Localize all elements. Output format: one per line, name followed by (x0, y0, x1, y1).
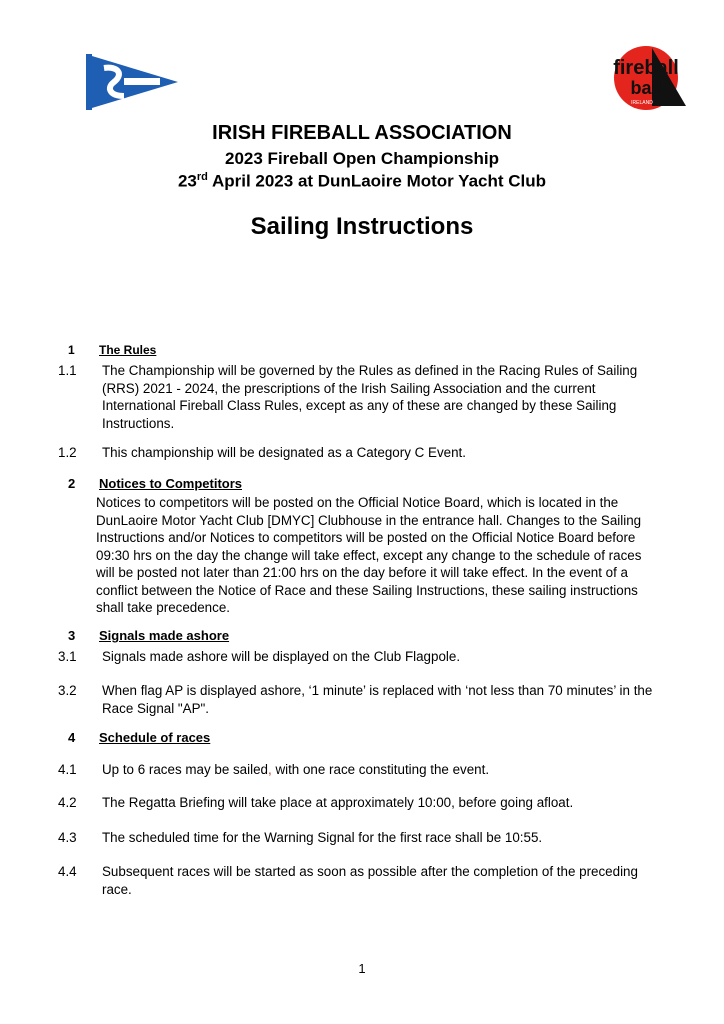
section-2-heading: 2 Notices to Competitors (68, 476, 243, 491)
item-4-2: 4.2 The Regatta Briefing will take place at approximately 10:00, before going afloat. (58, 795, 574, 810)
org-name: IRISH FIREBALL ASSOCIATION (212, 122, 512, 144)
section-2-text: Notices to competitors will be posted on the Official Notice Board, which is located in the DunLaoire Motor Yacht Club [DMYC] Clubhouse in the entrance hall. Changes to the Sailing Instructions and/or Notices to competitors will be posted on the Official Notice Board before 09:30 hrs on the day the change will take effect, except any change to the schedule of races will be posted not later than 21:00 hrs on the day before it will take effect. In the event of a conflict between the Notice of Race and these Sailing Instructions, these sailing instructions shall take precedence. (96, 495, 642, 615)
item-3-2: 3.2 When flag AP is displayed ashore, ‘1 minute’ is replaced with ‘not less than 70 minutes’ in the Race Signal "AP". (58, 683, 653, 716)
section-4-heading: 4 Schedule of races (68, 730, 211, 745)
section-1-heading: 1 The Rules (68, 343, 157, 357)
item-4-1: 4.1 Up to 6 races may be sailed, with one race constituting the event. (58, 762, 490, 777)
burgee-flag-logo (84, 52, 180, 112)
svg-text:ball: ball (630, 78, 662, 98)
event-date-venue: 23rd April 2023 at DunLaoire Motor Yacht Club (177, 171, 547, 191)
item-3-1: 3.1 Signals made ashore will be displayed on the Club Flagpole. (58, 649, 461, 664)
event-name: 2023 Fireball Open Championship (225, 149, 499, 168)
fireball-logo-text: fireball (613, 57, 679, 79)
item-1-1: 1.1 The Championship will be governed by the Rules as defined in the Racing Rules of Sailing (RRS) 2021 - 2024, the prescriptions of the Irish Sailing Association and the current International Fireball Class Rules, except as any of these are changed by these Sailing Instructions. (58, 363, 638, 431)
item-4-3: 4.3 The scheduled time for the Warning Signal for the first race shall be 10:55. (58, 830, 543, 845)
item-4-4: 4.4 Subsequent races will be started as soon as possible after the completion of the preceding race. (58, 864, 638, 897)
fireball-logo-sub: IRELAND (631, 100, 653, 106)
item-1-2: 1.2 This championship will be designated as a Category C Event. (58, 445, 466, 460)
page-number: 1 (358, 961, 366, 976)
section-3-heading: 3 Signals made ashore (68, 628, 230, 643)
document-title: Sailing Instructions (250, 213, 474, 240)
fireball-logo (612, 44, 688, 112)
